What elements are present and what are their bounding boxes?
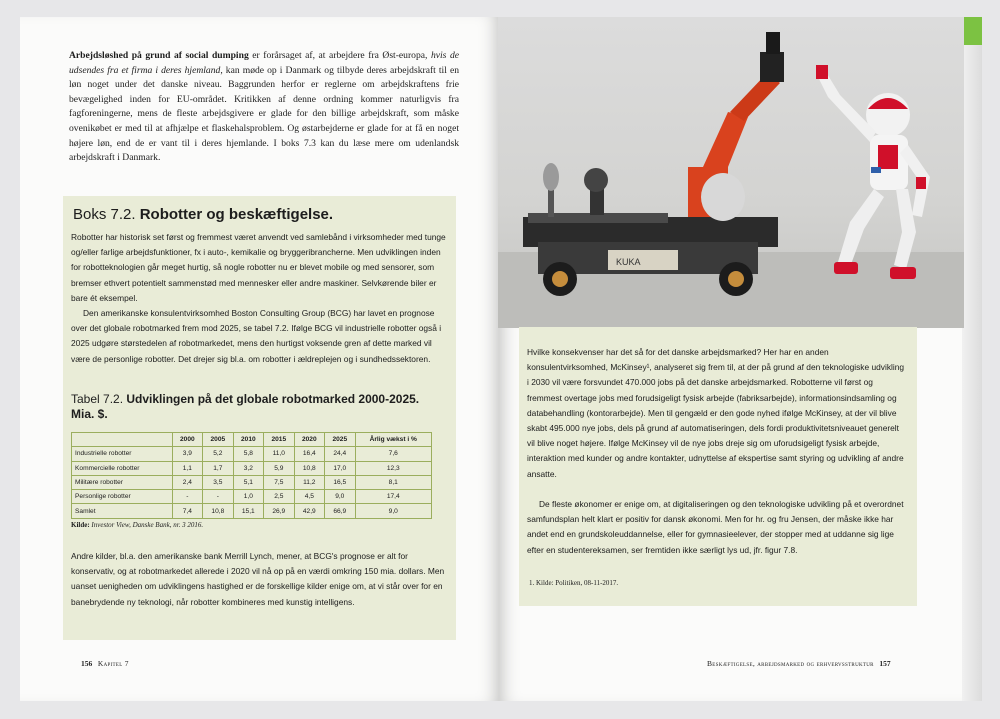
table-cell: 8,1	[355, 475, 431, 489]
table-header-cell: 2025	[325, 433, 355, 447]
table-cell: 10,8	[203, 504, 233, 518]
table-cell: 2,4	[172, 475, 202, 489]
table-cell: 7,4	[172, 504, 202, 518]
right-box-paragraph-2: De fleste økonomer er enige om, at digitaliseringen og den teknologiske udvikling på et overordnet samfundsplan helt klart er positiv for dansk økonomi. Men for hr. og fru Jensen, der måske ikke har andet end en grundskoleuddannelse, eller for gymnasieelever, der stopper med at uddanne sig lige efter en studentereksamen, ser fremtiden ikke særligt lys ud, jfr. figur 7.8.	[527, 499, 904, 555]
page-edge	[962, 45, 982, 701]
table-row	[72, 447, 432, 461]
robots-illustration	[498, 17, 964, 328]
table-cell: 3,5	[203, 475, 233, 489]
table-cell: 5,8	[233, 447, 263, 461]
robots-photo	[498, 17, 964, 328]
box-paragraph-2: Den amerikanske konsulentvirksomhed Boston Consulting Group (BCG) har lavet en prognose over det globale robotmarked frem mod 2025, se tabel 7.2. Ifølge BCG vil industrielle robotter også i 2025 udgøre størstedelen af robotmarkedet, mens den hurtigst voksende gren af dette marked vil være de personlige robotter. Det drejer sig bl.a. om robotter i ældreplejen og i sundhedssektoren.	[71, 308, 442, 364]
table-header-cell: 2015	[264, 433, 294, 447]
platform-label: KUKA	[616, 257, 641, 267]
box-title-prefix: Boks 7.2.	[73, 206, 140, 223]
table-header-cell: 2000	[172, 433, 202, 447]
table-row-label: Militære robotter	[72, 475, 173, 489]
table-cell: -	[203, 490, 233, 504]
table-source	[71, 521, 203, 529]
table-row-label: Kommercielle robotter	[72, 461, 173, 475]
table-row	[72, 475, 432, 489]
table-cell: 3,9	[172, 447, 202, 461]
table-cell: 3,2	[233, 461, 263, 475]
table-cell: 1,1	[172, 461, 202, 475]
table-cell: 16,5	[325, 475, 355, 489]
footnote: 1. Kilde: Politiken, 08-11-2017.	[529, 579, 619, 587]
table-cell: 42,9	[294, 504, 324, 518]
chapter-label: Kapitel 7	[97, 659, 129, 668]
table-title-bold: Udviklingen på det globale robotmarked 2000-2025. Mia. $.	[71, 392, 420, 421]
table-cell: 17,4	[355, 490, 431, 504]
table-cell: 2,5	[264, 490, 294, 504]
page-number-right: 157	[879, 659, 891, 668]
intro-bold-lead: Arbejdsløshed på grund af social dumping	[69, 50, 249, 61]
table-cell: 16,4	[294, 447, 324, 461]
box-paragraph-3: Andre kilder, bl.a. den amerikanske bank Merrill Lynch, mener, at BCG's prognose er alt for konservativ, og at robotmarkedet allerede i 2020 vil nå op på en værdi omkring 150 mia. dollars. Men uanset uenigheden om udviklingens hastighed er de forskellige kilder enige om, at vi står over for en banebrydende ny teknologi, når robotter kombineres med kunstig intelligens.	[71, 551, 445, 607]
intro-text-1: er forårsaget af, at arbejdere fra Øst-europa,	[248, 50, 431, 61]
table-header-cell	[72, 433, 173, 447]
table-cell: 12,3	[355, 461, 431, 475]
table-header-cell: 2020	[294, 433, 324, 447]
table-cell: 9,0	[355, 504, 431, 518]
table-cell: 1,7	[203, 461, 233, 475]
table-cell: 5,2	[203, 447, 233, 461]
table-cell: 7,5	[264, 475, 294, 489]
table-title	[71, 392, 441, 422]
table-cell: 15,1	[233, 504, 263, 518]
table-row-label: Industrielle robotter	[72, 447, 173, 461]
table-header-cell: 2010	[233, 433, 263, 447]
table-cell: -	[172, 490, 202, 504]
table-cell: 24,4	[325, 447, 355, 461]
table-header-row	[72, 433, 432, 447]
table-cell: 5,1	[233, 475, 263, 489]
intro-paragraph	[69, 49, 459, 166]
table-row	[72, 490, 432, 504]
table-body	[72, 447, 432, 518]
page-number-left: 156	[81, 659, 93, 668]
box-robots	[63, 196, 456, 640]
table-cell: 10,8	[294, 461, 324, 475]
intro-italic: hvis de udsendes fra et firma i deres hjemland	[69, 50, 459, 76]
table-cell: 26,9	[264, 504, 294, 518]
table-cell: 7,6	[355, 447, 431, 461]
source-label: Kilde:	[71, 521, 92, 529]
right-box-paragraph-1: Hvilke konsekvenser har det så for det danske arbejdsmarked? Her har en anden konsulentvirksomhed, McKinsey¹, analyseret sig frem til, at der på grund af den teknologiske udvikling i 2030 vil være forsvundet 470.000 jobs på det danske arbejdsmarked. Robotterne vil først og fremmest overtage jobs med forudsigeligt fysisk arbejde (fabriksarbejde), informationsindsamling og databehandling (kontorarbejde). Men til gengæld er den gode nyhed ifølge McKinsey, at der vil blive skabt 495.000 nye jobs, dels på grund af automatiseringen, dels fordi produktivitetsniveauet generelt vil blive noget højere. Ifølge McKinsey vil de nye jobs dreje sig om uforudsigeligt fysisk arbejde, interaktion med kunder og andre kontakter, udnyttelse af ekspertise samt styring og udvikling af andre ansatte.	[527, 347, 905, 479]
footer-right	[707, 659, 891, 668]
table-row	[72, 504, 432, 518]
table-row	[72, 461, 432, 475]
table-cell: 9,0	[325, 490, 355, 504]
table-row-label: Samlet	[72, 504, 173, 518]
table-title-prefix: Tabel 7.2.	[71, 392, 127, 406]
chapter-tab	[962, 17, 982, 45]
table-header-cell: 2005	[203, 433, 233, 447]
table-cell: 1,0	[233, 490, 263, 504]
box-paragraph-1: Robotter har historisk set først og fremmest været anvendt ved samlebånd i virksomheder med tunge og/eller farlige arbejdsfunktioner, fx i auto-, kemikalie og bryggeribrancherne. Men udviklingen inden for robotteknologien går meget hurtig, så nogle robotter nu er blevet mobile og med sensorer, som bremser ethvert potentielt sammenstød med mennesker eller andre maskiner. Selvkørende biler er bare ét eksempel.	[71, 232, 446, 303]
table-cell: 4,5	[294, 490, 324, 504]
box-title-bold: Robotter og beskæftigelse.	[139, 206, 334, 223]
running-head: Beskæftigelse, arbejdsmarked og erhvervsstruktur	[707, 659, 874, 668]
table-cell: 11,2	[294, 475, 324, 489]
source-text: Investor View, Danske Bank, nr. 3 2016.	[91, 521, 204, 529]
table-cell: 66,9	[325, 504, 355, 518]
table-cell: 5,9	[264, 461, 294, 475]
box-robots-continued	[519, 327, 917, 606]
footer-left	[81, 659, 129, 668]
table-header-cell: Årlig vækst i %	[355, 433, 431, 447]
table-cell: 17,0	[325, 461, 355, 475]
box-title	[73, 206, 333, 223]
robot-market-table	[71, 432, 432, 519]
intro-text-2: , kan møde op i Danmark og tilbyde deres arbejdskraft til en løn noget under det danske niveau. Baggrunden herfor er reglerne om arbejdskraftens frie bevægelighed inden for EU-området. Kritikken af denne ordning kommer naturligvis fra fagforeningerne, mens de fleste arbejdsgivere er glade for den billige arbejdskraft, som måske ovenikøbet er med til at afhjælpe et flaskehalsproblem. Og østarbejderne er glade for at få en noget højere løn, end de er vant til i deres hjemlande. I boks 7.3 kan du læse mere om udenlandsk arbejdskraft i Danmark.	[69, 64, 460, 164]
table-row-label: Personlige robotter	[72, 490, 173, 504]
table-cell: 11,0	[264, 447, 294, 461]
